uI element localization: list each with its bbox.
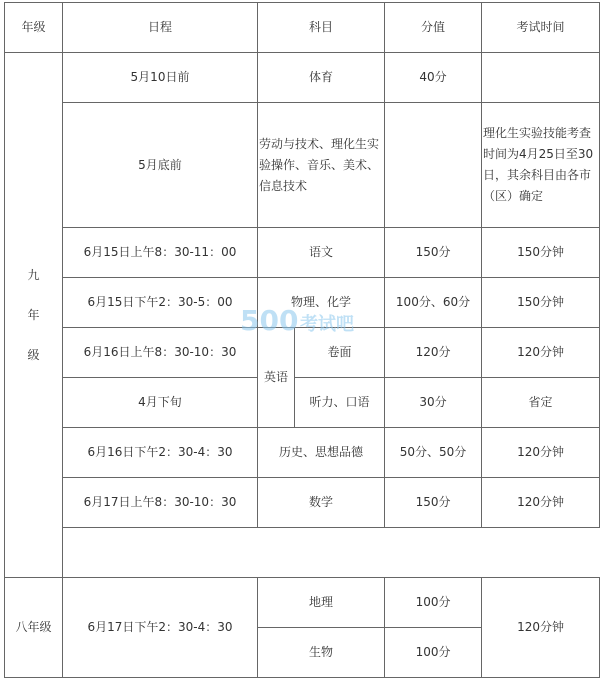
table-row	[5, 578, 600, 628]
score-cell: 120分	[385, 328, 482, 378]
header-row	[5, 3, 600, 53]
time-cell	[482, 53, 600, 103]
score-cell: 50分、50分	[385, 428, 482, 478]
score-cell: 40分	[385, 53, 482, 103]
subject-cell: 体育	[258, 53, 385, 103]
subject-cell: 数学	[258, 478, 385, 528]
subject-cell: 语文	[258, 228, 385, 278]
header-score: 分值	[385, 3, 482, 53]
grade9-char: 年	[27, 308, 40, 322]
table-row	[5, 328, 600, 378]
grade9-char: 级	[27, 348, 40, 362]
score-cell: 150分	[385, 228, 482, 278]
grade9-cell	[5, 53, 63, 578]
table-row	[5, 428, 600, 478]
time-cell: 150分钟	[482, 278, 600, 328]
exam-schedule-table	[4, 2, 600, 678]
score-cell: 100分	[385, 578, 482, 628]
table-row	[5, 378, 600, 428]
time-cell: 150分钟	[482, 228, 600, 278]
subject-cell: 地理	[258, 578, 385, 628]
subject-cell: 卷面	[295, 328, 385, 378]
score-cell: 30分	[385, 378, 482, 428]
schedule-cell: 6月17日上午8：30-10：30	[63, 478, 258, 528]
grade9-char: 九	[27, 268, 40, 282]
english-cell: 英语	[258, 328, 295, 428]
header-schedule: 日程	[63, 3, 258, 53]
schedule-cell: 6月16日下午2：30-4：30	[63, 428, 258, 478]
header-exam-time: 考试时间	[482, 3, 600, 53]
schedule-cell: 5月底前	[63, 103, 258, 228]
time-cell: 120分钟	[482, 478, 600, 528]
grade8-cell: 八年级	[5, 578, 63, 678]
score-cell: 100分	[385, 628, 482, 678]
time-cell: 120分钟	[482, 328, 600, 378]
subject-cell: 历史、思想品德	[258, 428, 385, 478]
table-row	[5, 53, 600, 103]
score-cell: 150分	[385, 478, 482, 528]
score-cell: 100分、60分	[385, 278, 482, 328]
table-row	[5, 228, 600, 278]
subject-cell: 物理、化学	[258, 278, 385, 328]
schedule-cell: 6月16日上午8：30-10：30	[63, 328, 258, 378]
subject-cell: 生物	[258, 628, 385, 678]
table-row	[5, 103, 600, 228]
header-grade: 年级	[5, 3, 63, 53]
time-cell: 理化生实验技能考查时间为4月25日至30日，其余科目由各市（区）确定	[482, 103, 600, 228]
subject-cell: 劳动与技术、理化生实验操作、音乐、美术、信息技术	[258, 103, 385, 228]
subject-cell: 听力、口语	[295, 378, 385, 428]
time-cell: 120分钟	[482, 428, 600, 478]
schedule-cell: 6月17日下午2：30-4：30	[63, 578, 258, 678]
watermark-number: 500	[240, 304, 299, 337]
schedule-cell: 5月10日前	[63, 53, 258, 103]
schedule-cell: 6月15日上午8：30-11：00	[63, 228, 258, 278]
schedule-cell: 6月15日下午2：30-5：00	[63, 278, 258, 328]
time-cell: 120分钟	[482, 578, 600, 678]
watermark-text: 考试吧	[300, 314, 354, 335]
schedule-cell: 4月下旬	[63, 378, 258, 428]
time-cell: 省定	[482, 378, 600, 428]
header-subject: 科目	[258, 3, 385, 53]
table-row	[5, 528, 600, 578]
table-row	[5, 278, 600, 328]
table-row	[5, 478, 600, 528]
score-cell	[385, 103, 482, 228]
